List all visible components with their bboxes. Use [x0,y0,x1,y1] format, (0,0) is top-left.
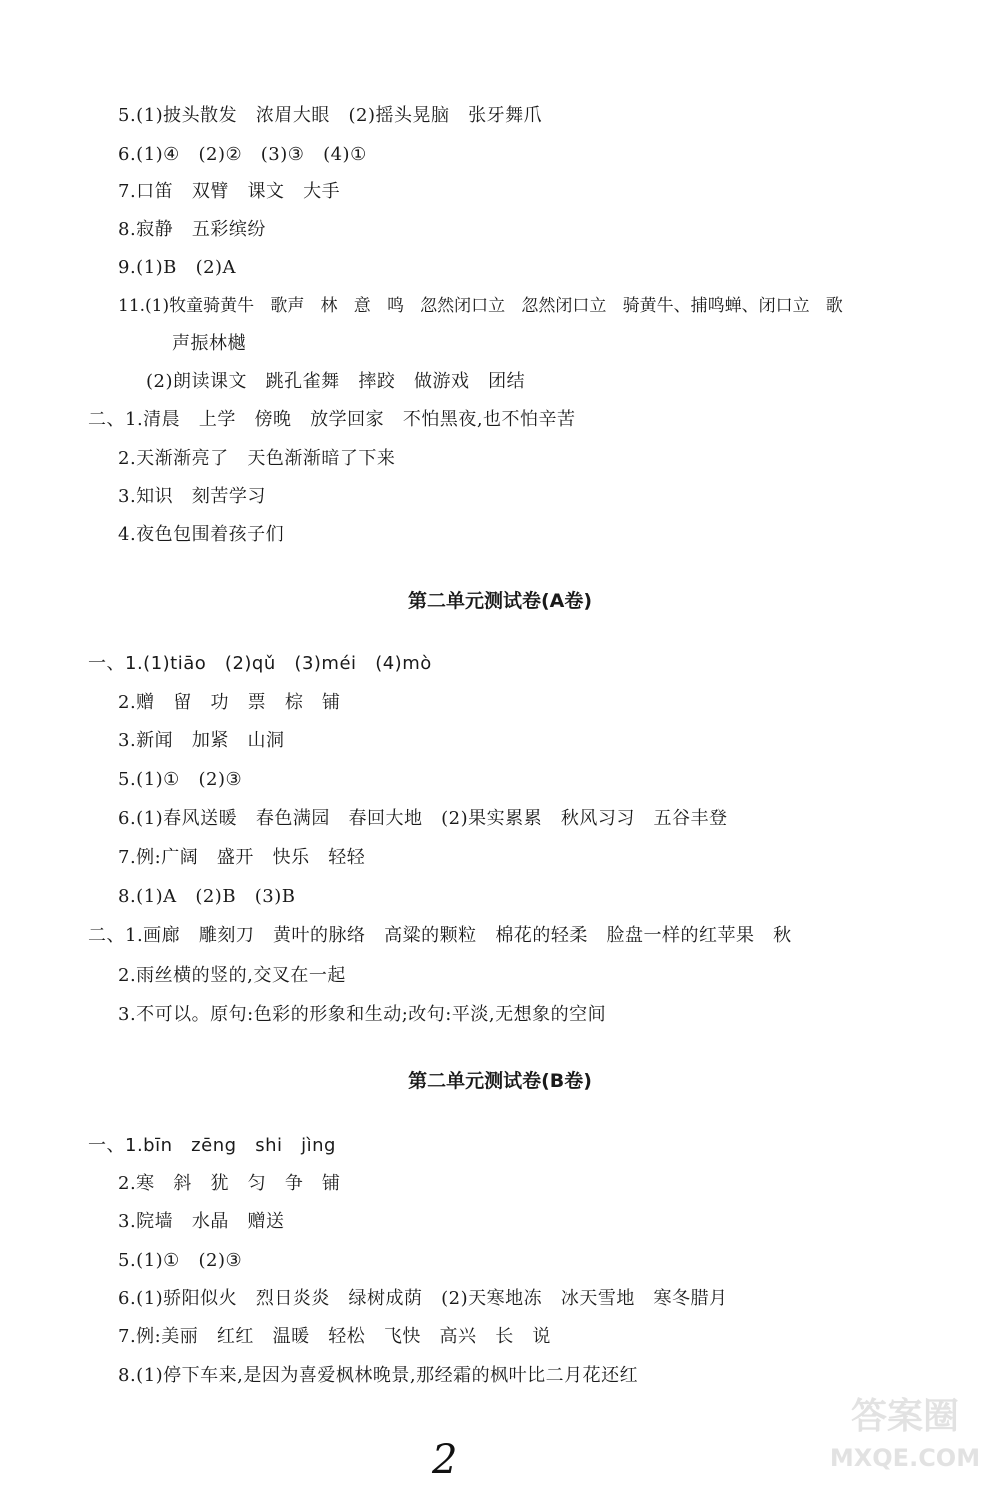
answer-line: 3.新闻 加紧 山洞 [118,730,285,751]
answer-line: 7.口笛 双臂 课文 大手 [118,181,341,202]
answer-line: 5.(1)① (2)③ [118,1250,243,1271]
section-title: 第二单元测试卷(B卷) [408,1070,592,1092]
answer-line: 2.天渐渐亮了 天色渐渐暗了下来 [118,448,396,469]
answer-line: 声振林樾 [172,333,246,354]
answer-line: 5.(1)① (2)③ [118,769,243,790]
watermark-logo [815,1395,995,1485]
answer-line: 二、1.清晨 上学 傍晚 放学回家 不怕黑夜,也不怕辛苦 [88,409,576,430]
watermark-url: MXQE.COM [829,1444,981,1472]
answer-line: 8.(1)A (2)B (3)B [118,886,296,907]
answer-line: 2.雨丝横的竖的,交叉在一起 [118,965,346,986]
page-number: 2 [432,1437,458,1483]
section-title: 第二单元测试卷(A卷) [407,590,593,612]
answer-line: 9.(1)B (2)A [118,257,237,278]
answer-line: (2)朗读课文 跳孔雀舞 摔跤 做游戏 团结 [146,371,526,392]
answer-line: 4.夜色包围着孩子们 [118,524,285,545]
answer-line: 二、1.画廊 雕刻刀 黄叶的脉络 高粱的颗粒 棉花的轻柔 脸盘一样的红苹果 秋 [88,925,792,946]
answer-line: 8.寂静 五彩缤纷 [118,219,266,240]
answer-line: 3.知识 刻苦学习 [118,486,266,507]
answer-line: 7.例:美丽 红红 温暖 轻松 飞快 高兴 长 说 [118,1326,551,1347]
watermark-title: 答案圈 [850,1396,959,1437]
answer-line: 6.(1)骄阳似火 烈日炎炎 绿树成荫 (2)天寒地冻 冰天雪地 寒冬腊月 [118,1288,728,1309]
answer-line: 3.不可以。原句:色彩的形象和生动;改句:平淡,无想象的空间 [118,1004,607,1025]
answer-line: 2.寒 斜 犹 匀 争 铺 [118,1173,341,1194]
answer-line: 一、1.bīn zēng shi jìng [88,1135,336,1156]
answer-line: 8.(1)停下车来,是因为喜爱枫林晚景,那经霜的枫叶比二月花还红 [118,1365,639,1386]
answer-line: 5.(1)披头散发 浓眉大眼 (2)摇头晃脑 张牙舞爪 [118,105,543,126]
answer-line: 7.例:广阔 盛开 快乐 轻轻 [118,847,366,868]
answer-line: 6.(1)④ (2)② (3)③ (4)① [118,144,367,165]
answer-line: 6.(1)春风送暖 春色满园 春回大地 (2)果实累累 秋风习习 五谷丰登 [118,808,728,829]
answer-line: 一、1.(1)tiāo (2)qǔ (3)méi (4)mò [88,653,432,674]
answer-line: 11.(1)牧童骑黄牛 歌声 林 意 鸣 忽然闭口立 忽然闭口立 骑黄牛、捕鸣蝉、闭口立 歌 [118,296,843,316]
answer-line: 2.赠 留 功 票 棕 铺 [118,692,341,713]
answer-line: 3.院墙 水晶 赠送 [118,1211,285,1232]
